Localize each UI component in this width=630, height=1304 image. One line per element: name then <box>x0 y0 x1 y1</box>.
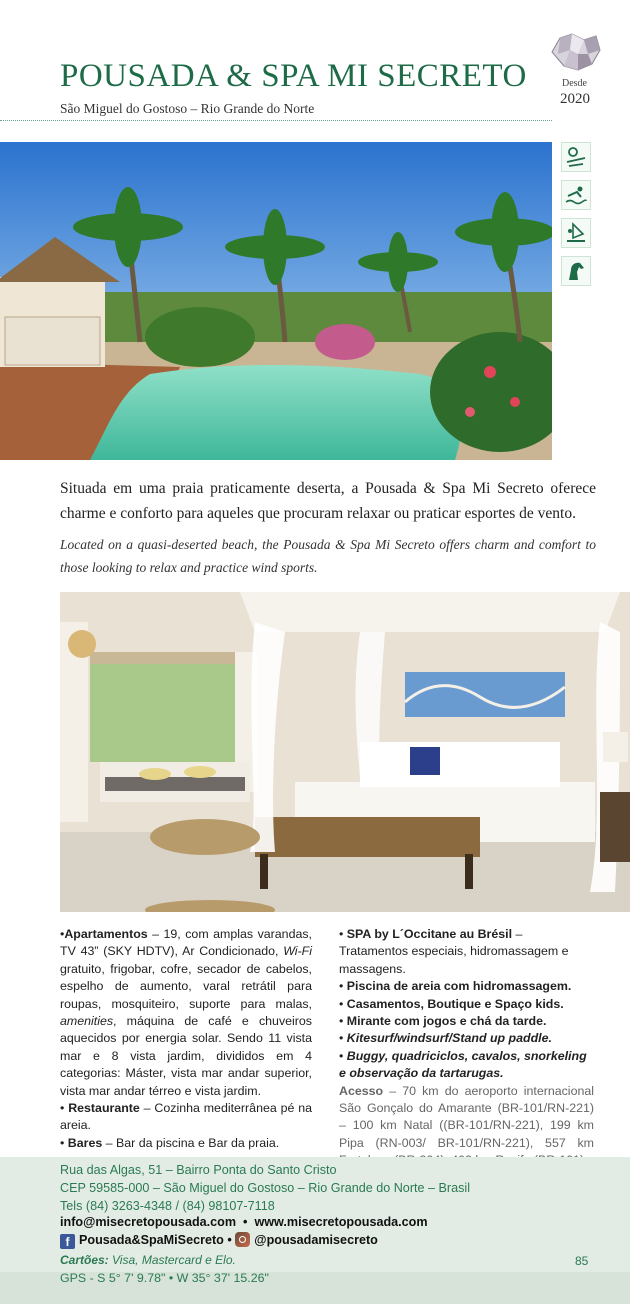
page-number: 85 <box>575 1254 589 1268</box>
pool-garden-photo <box>0 142 552 460</box>
restaurant-item: • Restaurante – Cozinha mediterrânea pé na areia. <box>60 1101 313 1133</box>
kitesurf-item: • Kitesurf/windsurf/Stand up paddle. <box>339 1031 552 1046</box>
buggy-item: • Buggy, quadriciclos, cavalos, snorkeling e observação da tartarugas. <box>339 1048 587 1081</box>
cep-line: CEP 59585-000 – São Miguel do Gostoso – Rio Grande do Norte – Brasil <box>60 1181 471 1195</box>
gps-coordinates: GPS - S 5° 7' 9.78" • W 35° 37' 15.26" <box>60 1271 269 1285</box>
description-english: Located on a quasi-deserted beach, the Pousada & Spa Mi Secreto offers charm and comfort to those looking to relax and practice wind sports. <box>60 537 596 575</box>
website-link[interactable]: www.misecretopousada.com <box>254 1215 428 1229</box>
activity-icons <box>561 142 591 294</box>
apartments-item: •Apartamentos – 19, com amplas varandas, TV 43” (SKY HDTV), Ar Condicionado, Wi-Fi gratuito, frigobar, cofre, secador de cabelos, espelho de aumento, varal retrátil para roupas, mosquiteiro, suporte para malas, amenities, máquina de café e chuveiros aquecidos por energia solar. Sendo 11 vista mar e 8 vista jardim, divididos em 4 categorias: Máster, vista mar andar superior, vista mar andar térreo e vista jardim. <box>60 927 312 1098</box>
features-left-column <box>60 926 312 1152</box>
description-portuguese: Situada em uma praia praticamente deserta, a Pousada & Spa Mi Secreto oferece charme e conforto para aqueles que procuram relaxar ou praticar esportes de vento. <box>60 480 596 522</box>
pool-item: • Piscina de areia com hidromassagem. <box>339 979 572 994</box>
bars-item: • Bares – Bar da piscina e Bar da praia. <box>60 1135 280 1150</box>
header-divider <box>0 120 552 121</box>
access-info: Acesso – 70 km do aeroporto internacional São Gonçalo do Amarante (BR-101/RN-221) – 100 km Natal ((BR-101/RN-221), 199 km Pipa (RN-003/ BR-101/RN-221), 557 km <box>339 1083 594 1150</box>
phones-line: Tels (84) 3263-4348 / (84) 98107-7118 <box>60 1199 275 1213</box>
horse-riding-icon <box>561 256 591 286</box>
instagram-link[interactable]: @pousadamisecreto <box>254 1233 378 1247</box>
email-link[interactable]: info@misecretopousada.com <box>60 1215 237 1229</box>
crystal-badge-icon <box>548 30 602 74</box>
weddings-item: • Casamentos, Boutique e Spaço kids. <box>339 996 564 1011</box>
lookout-item: • Mirante com jogos e chá da tarde. <box>339 1014 547 1029</box>
bedroom-photo <box>60 592 630 912</box>
location-subtitle: São Miguel do Gostoso – Rio Grande do Norte <box>60 101 315 116</box>
cards-info: Cartões: Visa, Mastercard e Elo. <box>60 1253 236 1267</box>
windsurf-icon <box>561 218 591 248</box>
instagram-icon <box>235 1232 250 1247</box>
relax-icon <box>561 142 591 172</box>
address-line: Rua das Algas, 51 – Bairro Ponta do Santo Cristo <box>60 1163 337 1177</box>
since-label: Desde <box>562 78 587 89</box>
page-title: POUSADA & SPA MI SECRETO <box>60 58 527 94</box>
since-year: 2020 <box>560 91 590 107</box>
facebook-link[interactable]: Pousada&SpaMiSecreto <box>79 1233 224 1247</box>
web-line: info@misecretopousada.com • www.misecretopousada.com <box>60 1215 428 1229</box>
facebook-icon: f <box>60 1234 75 1249</box>
swimming-icon <box>561 180 591 210</box>
social-line: f Pousada&SpaMiSecreto • @pousadamisecreto <box>60 1232 378 1249</box>
spa-item: • SPA by L´Occitane au Brésil – Tratamentos especiais, hidromassagem e massagens. <box>339 927 569 976</box>
features-right-column <box>339 926 594 1170</box>
